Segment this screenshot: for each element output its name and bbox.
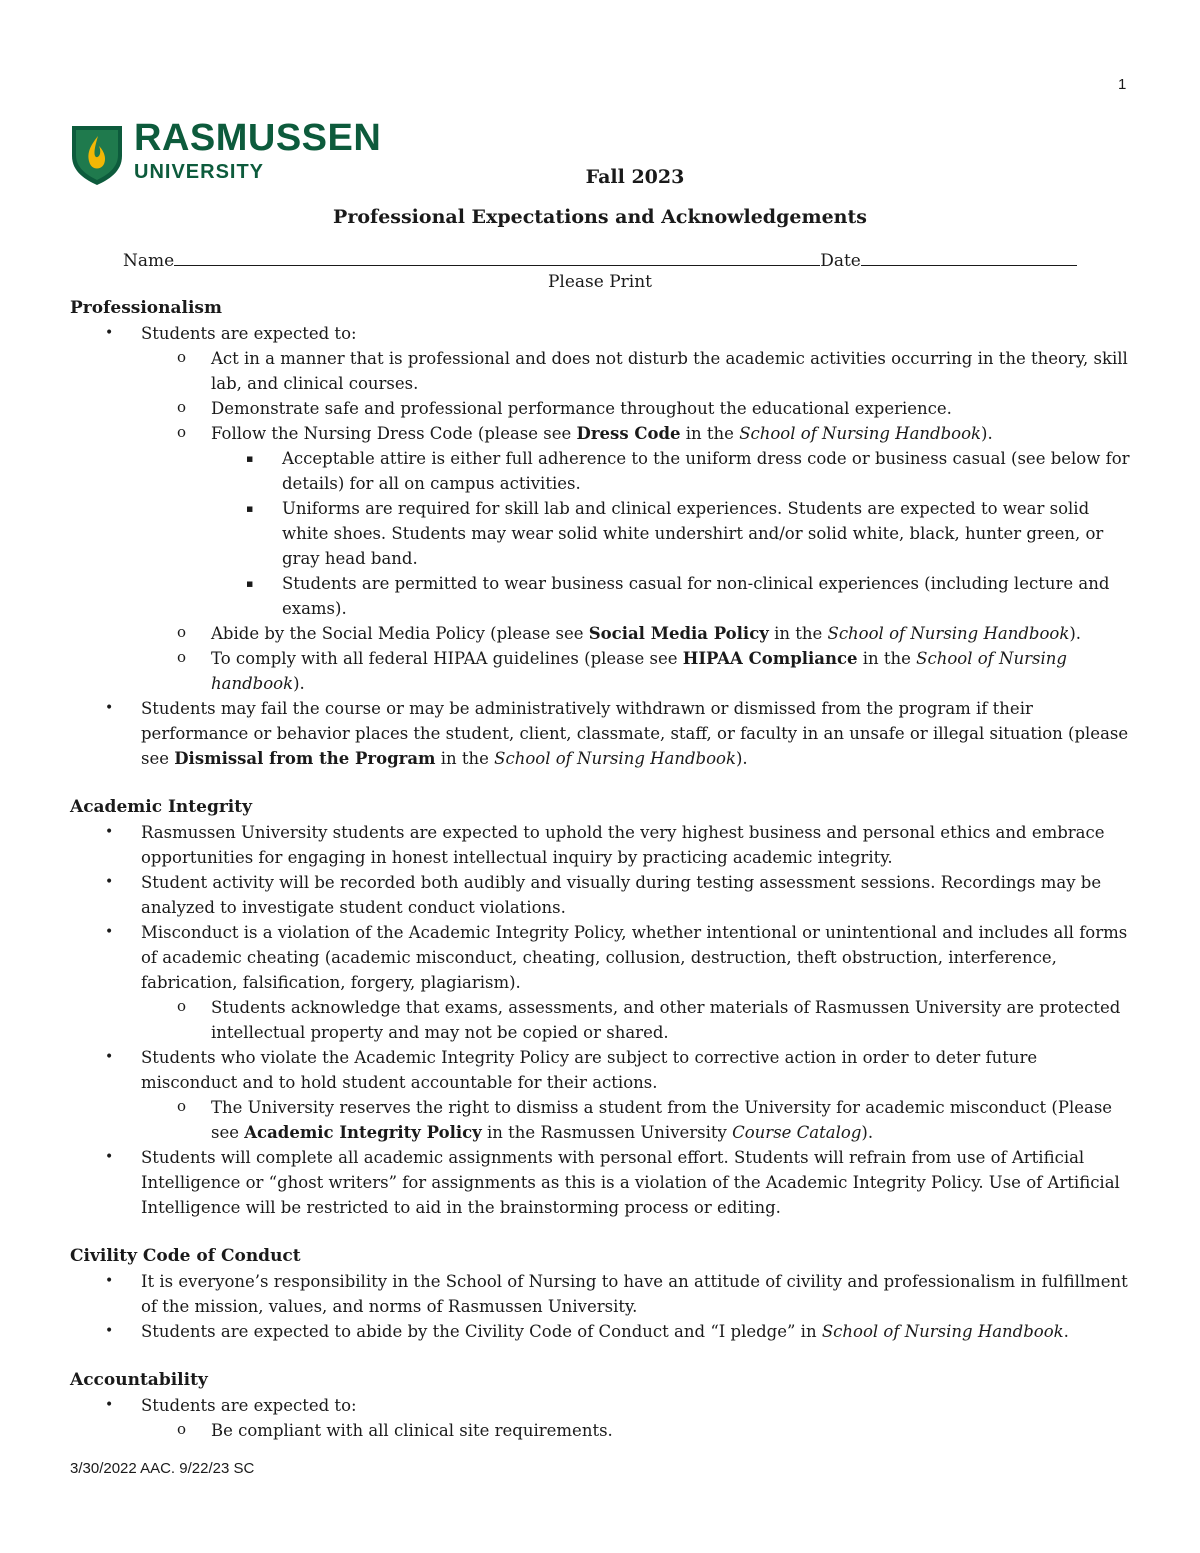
list-item: o Demonstrate safe and professional performance throughout the educational experience. (70, 396, 1130, 421)
section-heading-accountability: Accountability (70, 1370, 208, 1390)
name-field-line[interactable] (174, 248, 820, 266)
bullet-icon: • (105, 1049, 114, 1065)
handbook-reference: School of Nursing Handbook (821, 1322, 1064, 1341)
list-item: • Students will complete all academic assignments with personal effort. Students will refrain from use of Artificial Intelligence or “ghost writers” for assignments as this is a violation of the Academic Integrity Policy. Use of Artificial Intelligence will be restricted to aid in the brainstorming process or editing. (70, 1145, 1130, 1220)
list-item: ▪ Acceptable attire is either full adherence to the uniform dress code or business casual (see below for details) for all on campus activities. (70, 446, 1130, 496)
circle-bullet-icon: o (177, 997, 187, 1015)
list-item: o To comply with all federal HIPAA guidelines (please see HIPAA Compliance in the School of Nursing handbook). (70, 646, 1130, 696)
list-item: • Students are expected to: (70, 321, 1130, 346)
section-heading-professionalism: Professionalism (70, 298, 222, 318)
list-item: • Students are expected to: (70, 1393, 1130, 1418)
handbook-reference: School of Nursing handbook (211, 649, 1067, 693)
list-item: ▪ Uniforms are required for skill lab and clinical experiences. Students are expected to wear solid white shoes. Students may wear solid white undershirt and/or solid white, black, hunter green, or gray head band. (70, 496, 1130, 571)
list-item: o Follow the Nursing Dress Code (please see Dress Code in the School of Nursing Handbook). (70, 421, 1130, 446)
semester-label: Fall 2023 (585, 166, 685, 188)
circle-bullet-icon: o (177, 348, 187, 366)
list-item: o The University reserves the right to dismiss a student from the University for academic misconduct (Please see Academic Integrity Policy in the Rasmussen University Course Catalog). (70, 1095, 1130, 1145)
circle-bullet-icon: o (177, 1097, 187, 1115)
list-item: • Misconduct is a violation of the Academic Integrity Policy, whether intentional or unintentional and includes all forms of academic cheating (academic misconduct, cheating, collusion, destruction, theft obstruction, interference, fabrication, falsification, forgery, plagiarism). (70, 920, 1130, 995)
circle-bullet-icon: o (177, 1420, 187, 1438)
bullet-icon: • (105, 924, 114, 940)
policy-reference: Dismissal from the Program (174, 749, 436, 768)
list-item: • Student activity will be recorded both audibly and visually during testing assessment sessions. Recordings may be analyzed to investigate student conduct violations. (70, 870, 1130, 920)
catalog-reference: Course Catalog (732, 1123, 862, 1142)
bullet-icon: • (105, 1323, 114, 1339)
list-item: o Students acknowledge that exams, assessments, and other materials of Rasmussen University are protected intellectual property and may not be copied or shared. (70, 995, 1130, 1045)
footer-revision-note: 3/30/2022 AAC. 9/22/23 SC (70, 1460, 255, 1477)
handbook-reference: School of Nursing Handbook (827, 624, 1070, 643)
list-item: ▪ Students are permitted to wear business casual for non-clinical experiences (including lecture and exams). (70, 571, 1130, 621)
square-bullet-icon: ▪ (246, 577, 254, 590)
document-title: Professional Expectations and Acknowledgements (333, 206, 867, 228)
square-bullet-icon: ▪ (246, 502, 254, 515)
bullet-icon: • (105, 874, 114, 890)
bullet-icon: • (105, 325, 114, 341)
print-note: Please Print (547, 272, 653, 292)
bullet-icon: • (105, 700, 114, 716)
name-label: Name (123, 251, 175, 271)
list-item: • Students who violate the Academic Integrity Policy are subject to corrective action in order to deter future misconduct and to hold student accountable for their actions. (70, 1045, 1130, 1095)
bullet-icon: • (105, 1273, 114, 1289)
date-field-line[interactable] (861, 248, 1077, 266)
bullet-icon: • (105, 824, 114, 840)
bullet-icon: • (105, 1397, 114, 1413)
logo-wordmark: RASMUSSEN (134, 117, 382, 159)
circle-bullet-icon: o (177, 623, 187, 641)
list-item: o Act in a manner that is professional and does not disturb the academic activities occurring in the theory, skill lab, and clinical courses. (70, 346, 1130, 396)
policy-reference: HIPAA Compliance (682, 649, 858, 668)
policy-reference: Dress Code (576, 424, 681, 443)
handbook-reference: School of Nursing Handbook (494, 749, 736, 768)
document-body (70, 296, 1130, 1443)
list-item: • Students are expected to abide by the Civility Code of Conduct and “I pledge” in School of Nursing Handbook. (70, 1319, 1130, 1344)
list-item: • It is everyone’s responsibility in the School of Nursing to have an attitude of civility and professionalism in fulfillment of the mission, values, and norms of Rasmussen University. (70, 1269, 1130, 1319)
name-date-row (123, 248, 1077, 271)
circle-bullet-icon: o (177, 648, 187, 666)
circle-bullet-icon: o (177, 398, 187, 416)
list-item: o Abide by the Social Media Policy (please see Social Media Policy in the School of Nursing Handbook). (70, 621, 1130, 646)
policy-reference: Social Media Policy (588, 624, 769, 643)
page-number: 1 (1118, 76, 1127, 93)
section-heading-civility: Civility Code of Conduct (70, 1246, 301, 1266)
section-heading-academic-integrity: Academic Integrity (70, 797, 252, 817)
square-bullet-icon: ▪ (246, 452, 254, 465)
logo-subtitle: UNIVERSITY (134, 161, 265, 183)
policy-reference: Academic Integrity Policy (244, 1123, 482, 1142)
bullet-icon: • (105, 1149, 114, 1165)
circle-bullet-icon: o (177, 423, 187, 441)
list-item: o Be compliant with all clinical site requirements. (70, 1418, 1130, 1443)
list-item: • Students may fail the course or may be administratively withdrawn or dismissed from the program if their performance or behavior places the student, client, classmate, staff, or faculty in an unsafe or illegal situation (please see Dismissal from the Program in the School of Nursing Handbook). (70, 696, 1130, 771)
list-item: • Rasmussen University students are expected to uphold the very highest business and personal ethics and embrace opportunities for engaging in honest intellectual inquiry by practicing academic integrity. (70, 820, 1130, 870)
handbook-reference: School of Nursing Handbook (739, 424, 982, 443)
date-label: Date (820, 251, 861, 271)
